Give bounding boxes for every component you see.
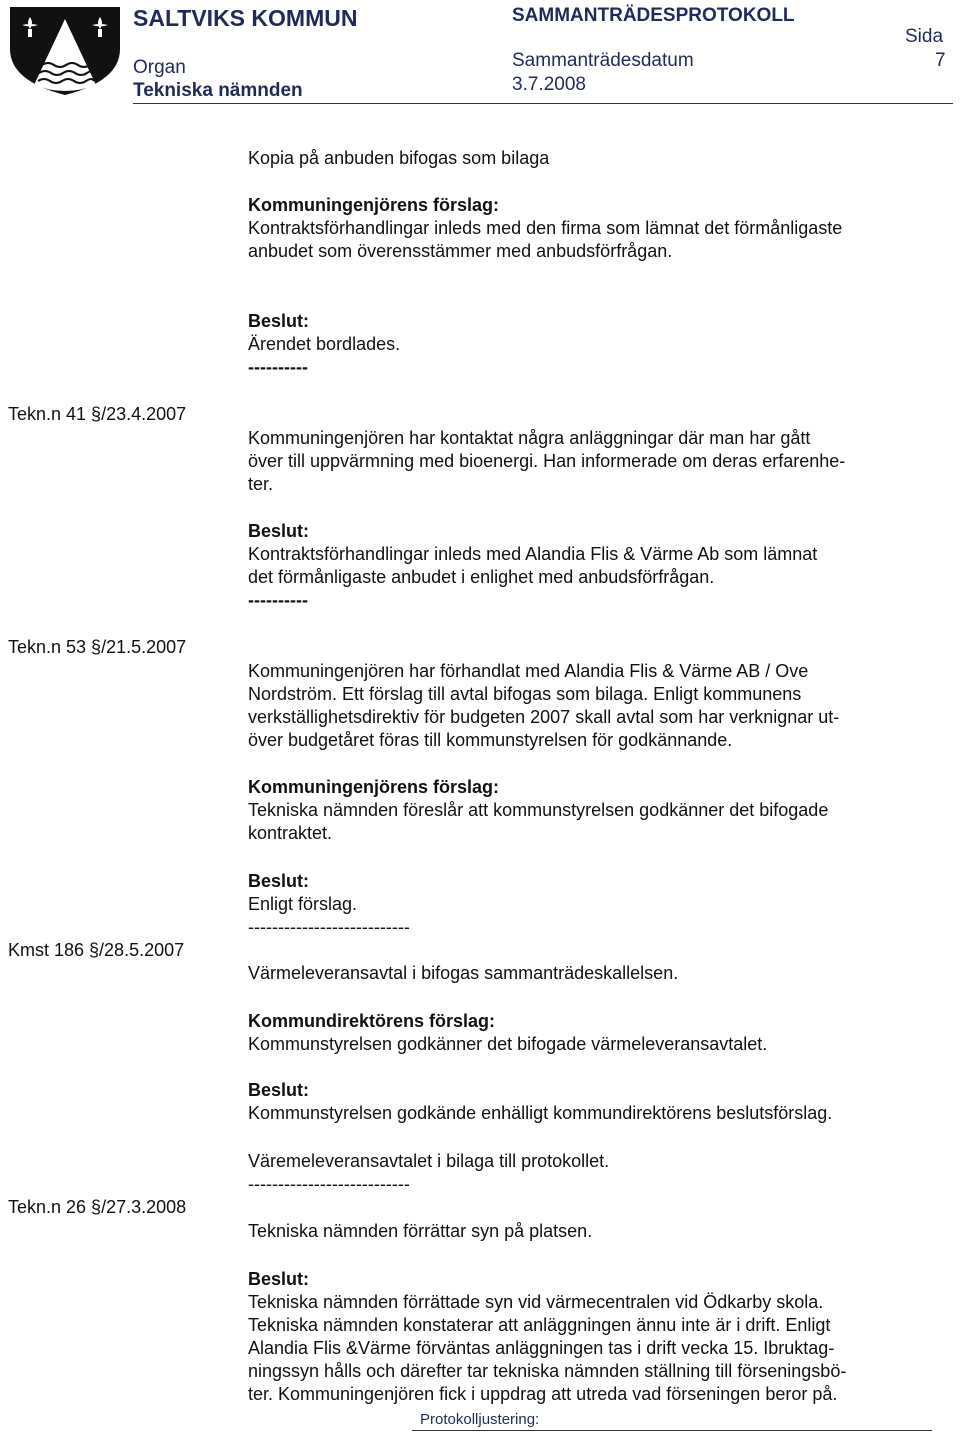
coat-of-arms-logo — [8, 5, 122, 97]
beslut4-text: Kommunstyrelsen godkände enhälligt kommundirektörens beslutsförslag. — [248, 1103, 833, 1123]
reference-kmst-186: Kmst 186 §/28.5.2007 — [8, 940, 185, 960]
reference-tekn-53: Tekn.n 53 §/21.5.2007 — [8, 637, 187, 657]
beslut3-text: Enligt förslag. — [248, 894, 358, 914]
beslut2-line: det förmånligaste anbudet i enlighet med anbudsförfrågan. — [248, 567, 715, 587]
organ-value: Tekniska nämnden — [133, 80, 303, 101]
p4-text: Värmeleveransavtal i bifogas sammanträdeskallelsen. — [248, 963, 679, 983]
meeting-date-value: 3.7.2008 — [512, 74, 586, 95]
separator: ---------- — [248, 590, 308, 610]
footer-label: Protokolljustering: — [420, 1411, 540, 1428]
beslut5-line: ter. Kommuningenjören fick i uppdrag att utreda vad förseningen beror på. — [248, 1384, 838, 1404]
reference-tekn-26: Tekn.n 26 §/27.3.2008 — [8, 1197, 187, 1217]
kf2-line: kontraktet. — [248, 823, 333, 843]
document-type: SAMMANTRÄDESPROTOKOLL — [512, 5, 795, 26]
p3-line: över budgetåret föras till kommunstyrelsen för godkännande. — [248, 730, 733, 750]
p6-text: Tekniska nämnden förrättar syn på platsen. — [248, 1221, 593, 1241]
p2-line: ter. — [248, 474, 274, 494]
kd-text: Kommunstyrelsen godkänner det bifogade värmeleveransavtalet. — [248, 1034, 768, 1054]
kd-heading: Kommundirektörens förslag: — [248, 1011, 496, 1031]
beslut1-heading: Beslut: — [248, 311, 310, 331]
beslut5-line: ningssyn hålls och därefter tar tekniska nämnden ställning till förseningsbö- — [248, 1361, 847, 1381]
beslut2-heading: Beslut: — [248, 521, 310, 541]
kf2-line: Tekniska nämnden föreslår att kommunstyrelsen godkänner det bifogade — [248, 800, 829, 820]
beslut5-line: Tekniska nämnden förrättade syn vid värmecentralen vid Ödkarby skola. — [248, 1292, 824, 1312]
p5-text: Väremeleveransavtalet i bilaga till protokollet. — [248, 1151, 610, 1171]
page-label: Sida — [905, 26, 944, 47]
p3-line: Kommuningenjören har förhandlat med Alandia Flis & Värme AB / Ove — [248, 661, 809, 681]
reference-tekn-41: Tekn.n 41 §/23.4.2007 — [8, 404, 187, 424]
header-divider — [133, 103, 953, 104]
beslut5-line: Tekniska nämnden konstaterar att anläggningen ännu inte är i drift. Enligt — [248, 1315, 831, 1335]
kf2-heading: Kommuningenjörens förslag: — [248, 777, 500, 797]
p2-line: över till uppvärmning med bioenergi. Han informerade om deras erfarenhe- — [248, 451, 846, 471]
beslut2-line: Kontraktsförhandlingar inleds med Alandia Flis & Värme Ab som lämnat — [248, 544, 818, 564]
kf1-line: anbudet som överensstämmer med anbudsförfrågan. — [248, 241, 673, 261]
beslut5-line: Alandia Flis &Värme förväntas anläggningen tas i drift vecka 15. Ibruktag- — [248, 1338, 835, 1358]
page-number: 7 — [935, 50, 946, 71]
p2-line: Kommuningenjören har kontaktat några anläggningar där man har gått — [248, 428, 811, 448]
kf1-heading: Kommuningenjörens förslag: — [248, 195, 500, 215]
separator: ---------- — [248, 357, 308, 377]
p3-line: Nordström. Ett förslag till avtal bifogas som bilaga. Enligt kommunens — [248, 684, 802, 704]
p3-line: verkställighetsdirektiv för budgeten 2007 skall avtal som har verknignar ut- — [248, 707, 840, 727]
footer-signature-line — [412, 1430, 932, 1431]
beslut3-heading: Beslut: — [248, 871, 310, 891]
beslut1-text: Ärendet bordlades. — [248, 334, 401, 354]
municipality-name: SALTVIKS KOMMUN — [133, 5, 358, 31]
meeting-date-label: Sammanträdesdatum — [512, 50, 694, 71]
organ-label: Organ — [133, 57, 186, 78]
beslut4-heading: Beslut: — [248, 1080, 310, 1100]
kf1-line: Kontraktsförhandlingar inleds med den firma som lämnat det förmånligaste — [248, 218, 843, 238]
intro-text: Kopia på anbuden bifogas som bilaga — [248, 148, 550, 168]
beslut5-heading: Beslut: — [248, 1269, 310, 1289]
separator: --------------------------- — [248, 1174, 410, 1194]
separator: --------------------------- — [248, 917, 410, 937]
